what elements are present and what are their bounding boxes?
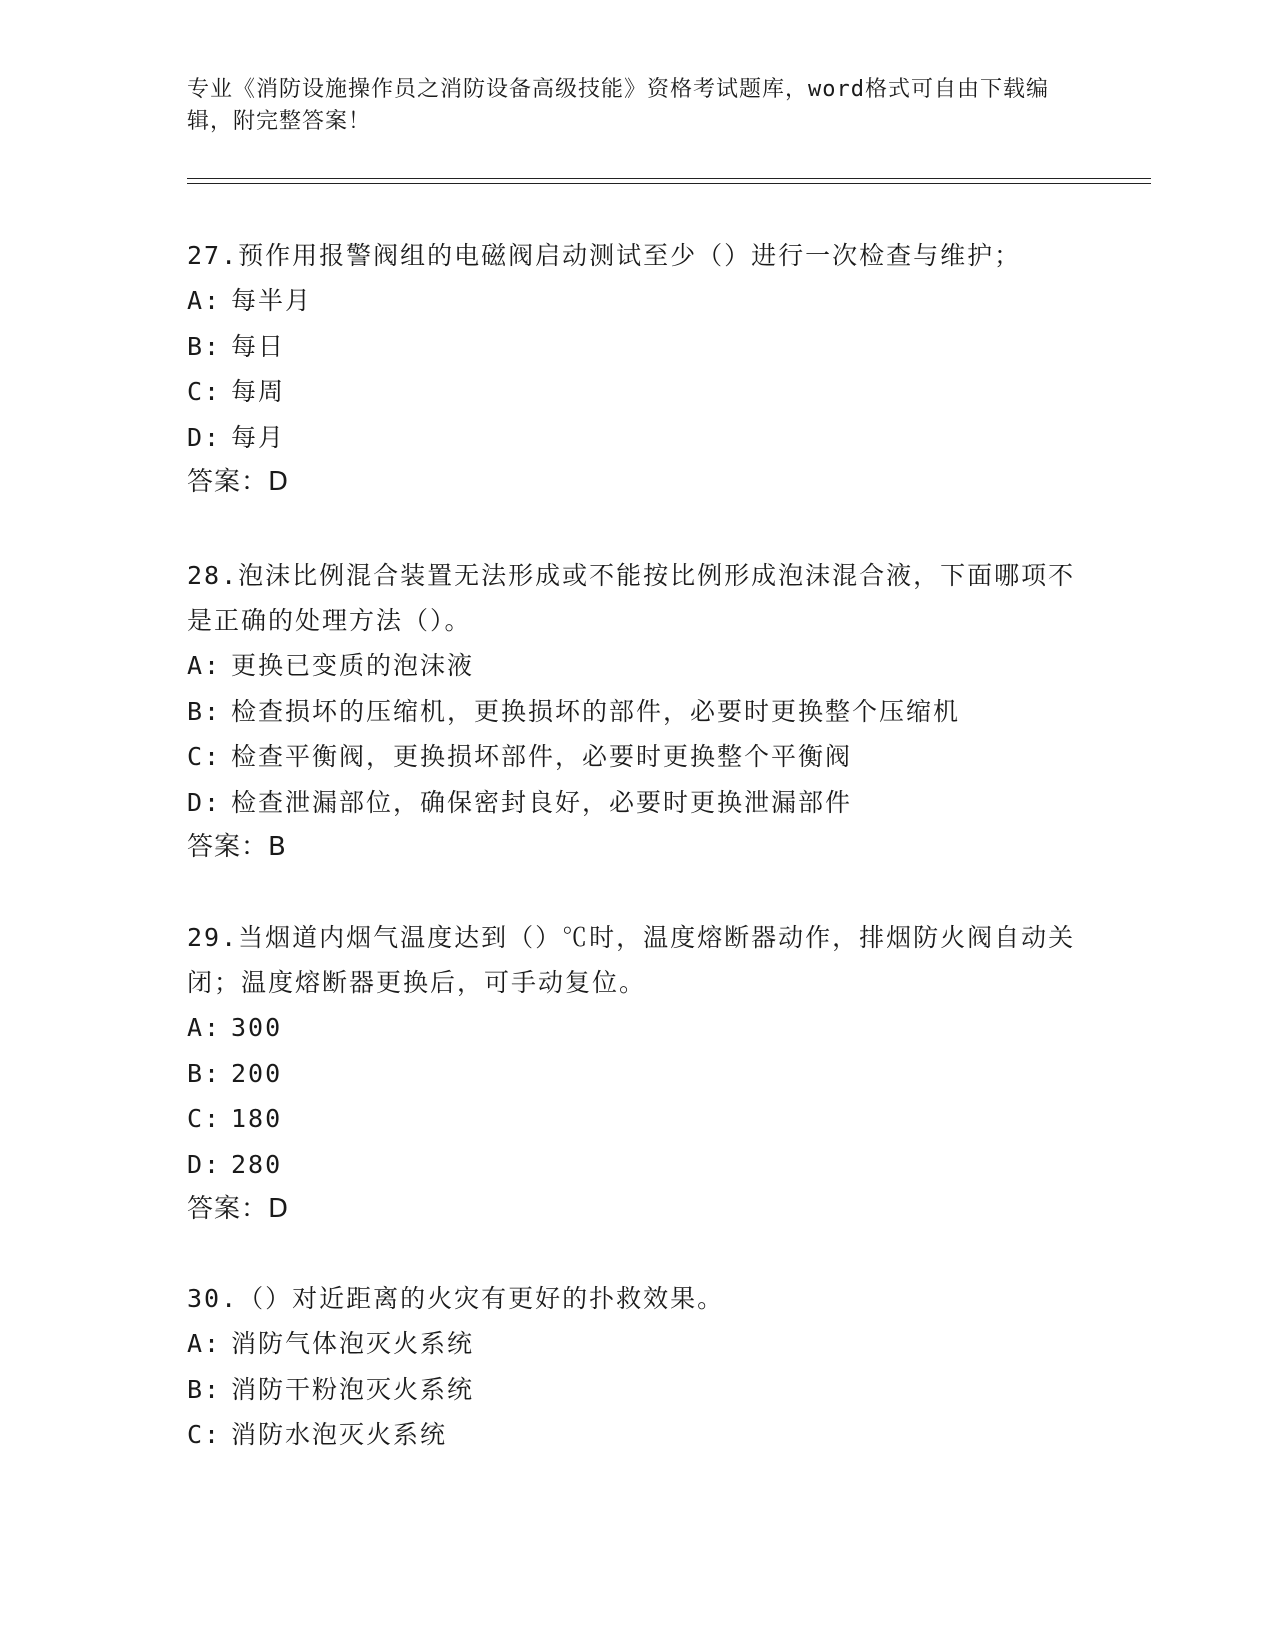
option-text: 280 <box>231 1149 283 1179</box>
option-d <box>187 415 1087 461</box>
option-text: 200 <box>231 1058 283 1088</box>
option-text: 消防气体泡灭火系统 <box>231 1329 475 1358</box>
question-number: 30. <box>187 1284 239 1313</box>
question-text <box>187 553 1087 643</box>
option-text: 更换已变质的泡沫液 <box>231 651 475 680</box>
question-stem: 当烟道内烟气温度达到（）℃时，温度熔断器动作，排烟防火阀自动关闭；温度熔断器更换后，可手动复位。 <box>187 923 1076 997</box>
question-text <box>187 915 1087 1005</box>
question-28 <box>187 553 1087 871</box>
option-a <box>187 643 1087 689</box>
option-letter: D: <box>187 1149 222 1179</box>
question-text <box>187 1276 1087 1321</box>
option-letter: C: <box>187 742 222 771</box>
option-d <box>187 1142 1087 1188</box>
option-letter: A: <box>187 1329 222 1358</box>
option-letter: C: <box>187 377 222 406</box>
option-letter: B: <box>187 331 222 361</box>
question-stem: 泡沫比例混合装置无法形成或不能按比例形成泡沫混合液，下面哪项不是正确的处理方法（）。 <box>187 561 1076 635</box>
option-letter: B: <box>187 1374 222 1404</box>
option-letter: C: <box>187 1104 222 1133</box>
option-b <box>187 689 1087 735</box>
option-letter: D: <box>187 422 222 452</box>
option-letter: A: <box>187 1013 222 1042</box>
option-a <box>187 1321 1087 1367</box>
option-c <box>187 734 1087 780</box>
option-letter: A: <box>187 651 222 680</box>
question-number: 27. <box>187 241 239 270</box>
option-b <box>187 324 1087 370</box>
option-text: 检查泄漏部位，确保密封良好，必要时更换泄漏部件 <box>231 787 853 817</box>
option-c <box>187 369 1087 415</box>
question-29 <box>187 915 1087 1233</box>
option-b <box>187 1367 1087 1413</box>
header-divider-top <box>187 178 1151 179</box>
option-text: 检查损坏的压缩机，更换损坏的部件，必要时更换整个压缩机 <box>231 696 961 726</box>
option-text: 消防干粉泡灭火系统 <box>231 1374 475 1404</box>
option-text: 每日 <box>231 331 286 361</box>
option-letter: D: <box>187 787 222 817</box>
header-divider-bottom <box>187 183 1151 184</box>
option-text: 每月 <box>231 422 286 452</box>
option-letter: B: <box>187 1058 222 1088</box>
option-text: 消防水泡灭火系统 <box>231 1420 448 1449</box>
option-text: 每周 <box>231 377 286 406</box>
question-27 <box>187 233 1087 506</box>
question-stem: （）对近距离的火灾有更好的扑救效果。 <box>238 1284 725 1313</box>
question-number: 28. <box>187 561 239 590</box>
option-a <box>187 278 1087 324</box>
option-text: 300 <box>231 1013 283 1042</box>
option-b <box>187 1051 1087 1097</box>
option-text: 检查平衡阀，更换损坏部件，必要时更换整个平衡阀 <box>231 742 853 771</box>
question-30 <box>187 1276 1087 1458</box>
answer-line: 答案：D <box>187 1194 290 1224</box>
question-text <box>187 233 1087 278</box>
option-text: 每半月 <box>231 286 313 315</box>
document-header: 专业《消防设施操作员之消防设备高级技能》资格考试题库，word格式可自由下载编辑，附完整答案！ <box>187 77 1049 134</box>
option-c <box>187 1412 1087 1458</box>
option-text: 180 <box>231 1104 283 1133</box>
answer-line: 答案：D <box>187 467 290 497</box>
question-stem: 预作用报警阀组的电磁阀启动测试至少（）进行一次检查与维护； <box>238 241 1022 270</box>
option-a <box>187 1005 1087 1051</box>
question-number: 29. <box>187 923 239 952</box>
option-letter: C: <box>187 1420 222 1449</box>
option-letter: A: <box>187 286 222 315</box>
option-d <box>187 780 1087 826</box>
answer-line: 答案：B <box>187 832 287 862</box>
option-letter: B: <box>187 696 222 726</box>
option-c <box>187 1096 1087 1142</box>
